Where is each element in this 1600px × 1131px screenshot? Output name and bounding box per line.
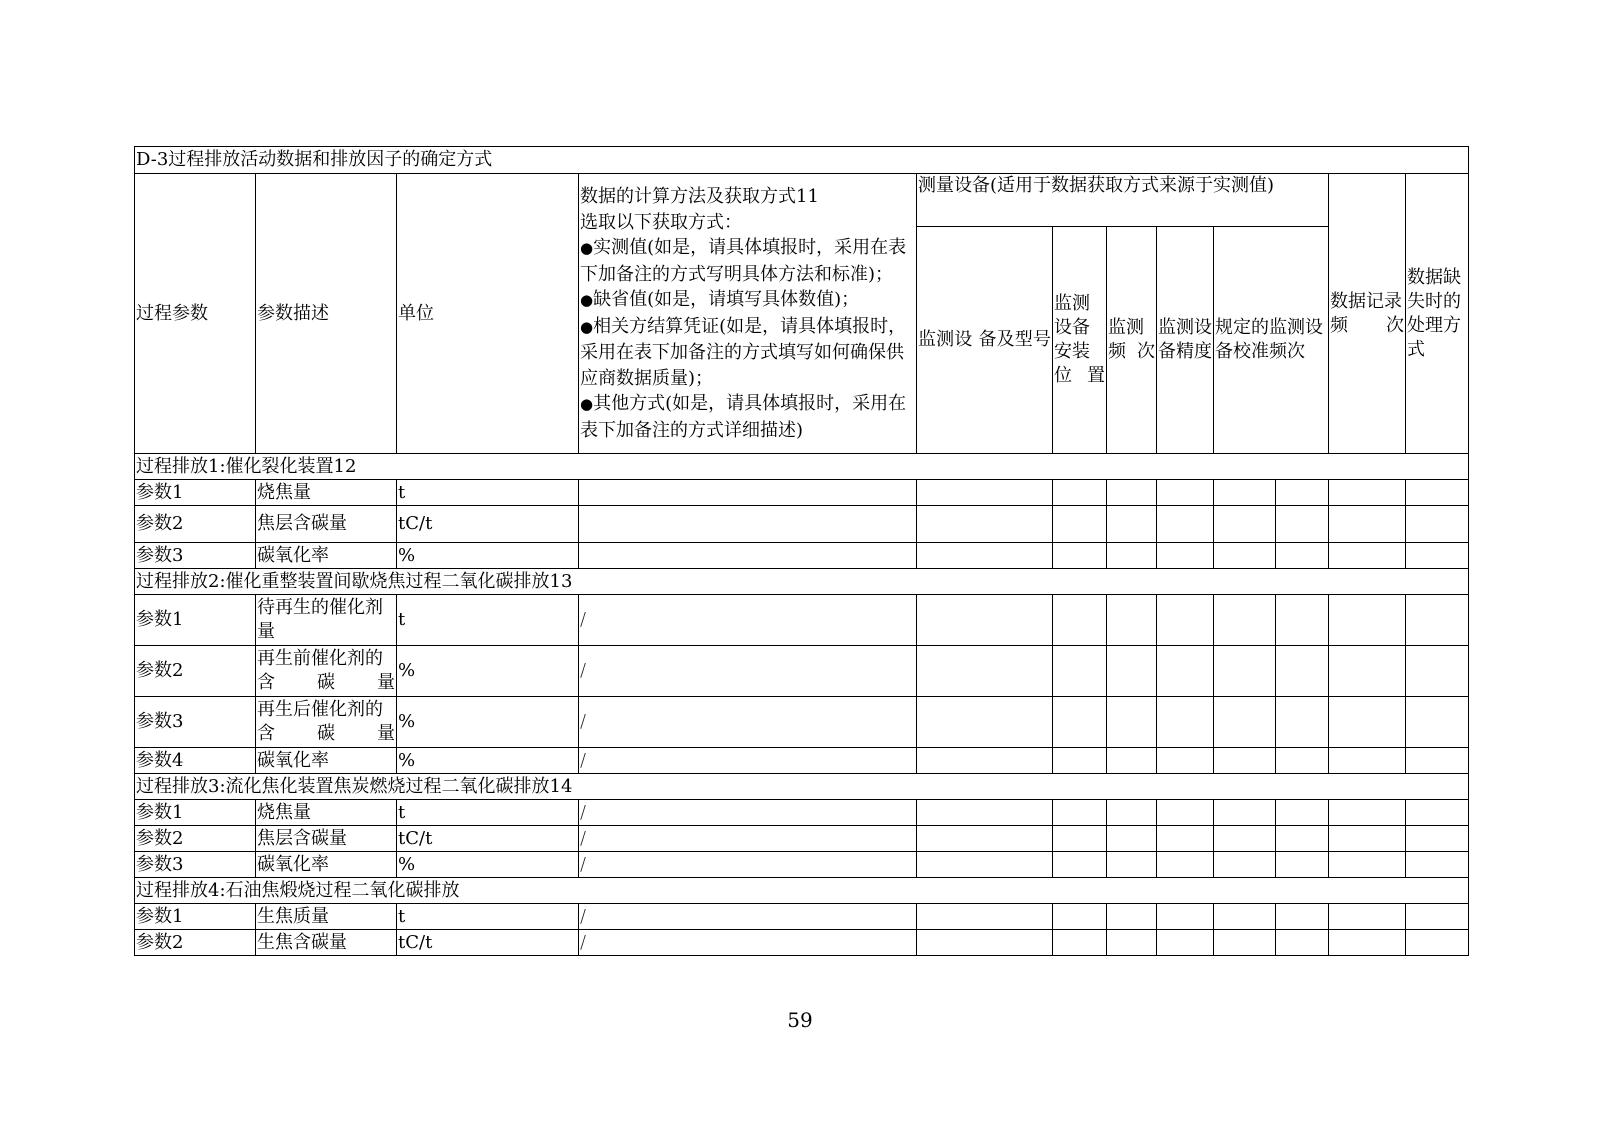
table-row <box>135 646 1469 697</box>
empty-cell <box>1157 543 1214 569</box>
empty-cell <box>1107 800 1157 826</box>
empty-cell <box>1329 595 1406 646</box>
header-monitor-freq: 监测频次 <box>1107 227 1157 454</box>
empty-cell <box>1329 904 1406 930</box>
emission-method-table <box>134 146 1469 956</box>
empty-cell <box>917 506 1053 543</box>
header-unit: 单位 <box>397 174 579 454</box>
table-row <box>135 904 1469 930</box>
method-option <box>580 391 915 443</box>
empty-cell <box>1329 930 1406 956</box>
method-value-cell: / <box>579 697 917 748</box>
method-value-cell: / <box>579 800 917 826</box>
empty-cell <box>1329 852 1406 878</box>
unit-cell: tC/t <box>397 930 579 956</box>
empty-cell <box>1214 543 1276 569</box>
empty-cell <box>1214 930 1276 956</box>
empty-cell <box>917 930 1053 956</box>
param-cell: 参数2 <box>135 646 256 697</box>
method-option-text: 实测值(如是，请具体填报时，采用在表下加备注的方式写明具体方法和标准)； <box>580 237 907 285</box>
method-option <box>580 314 915 392</box>
empty-cell <box>1406 595 1469 646</box>
table-row <box>135 543 1469 569</box>
empty-cell <box>1053 748 1107 774</box>
empty-cell <box>1053 543 1107 569</box>
empty-cell <box>1406 480 1469 506</box>
desc-cell: 碳氧化率 <box>256 543 397 569</box>
desc-cell: 待再生的催化剂量 <box>256 595 397 646</box>
empty-cell <box>1157 646 1214 697</box>
desc-cell: 烧焦量 <box>256 480 397 506</box>
param-cell: 参数1 <box>135 480 256 506</box>
empty-cell <box>1276 595 1329 646</box>
empty-cell <box>1107 697 1157 748</box>
method-value-cell: / <box>579 904 917 930</box>
empty-cell <box>1107 480 1157 506</box>
empty-cell <box>1406 826 1469 852</box>
empty-cell <box>1107 543 1157 569</box>
empty-cell <box>1276 826 1329 852</box>
empty-cell <box>1329 826 1406 852</box>
empty-cell <box>1214 506 1276 543</box>
method-value-cell: / <box>579 852 917 878</box>
unit-cell: t <box>397 595 579 646</box>
table-row <box>135 595 1469 646</box>
unit-cell: t <box>397 800 579 826</box>
param-cell: 参数1 <box>135 800 256 826</box>
method-options <box>580 235 915 443</box>
method-value-cell: / <box>579 595 917 646</box>
empty-cell <box>917 697 1053 748</box>
empty-cell <box>1053 826 1107 852</box>
empty-cell <box>1329 543 1406 569</box>
bullet-icon: ● <box>580 291 594 309</box>
section-title: 过程排放2:催化重整装置间歇烧焦过程二氧化碳排放13 <box>135 569 1469 595</box>
empty-cell <box>1157 800 1214 826</box>
table-row <box>135 506 1469 543</box>
empty-cell <box>1157 826 1214 852</box>
desc-cell: 烧焦量 <box>256 800 397 826</box>
empty-cell <box>1107 506 1157 543</box>
table-row <box>135 697 1469 748</box>
method-option-text: 其他方式(如是，请具体填报时，采用在表下加备注的方式详细描述) <box>580 393 907 441</box>
empty-cell <box>1157 930 1214 956</box>
bullet-icon: ● <box>580 239 594 257</box>
desc-cell: 再生前催化剂的含碳量 <box>256 646 397 697</box>
param-cell: 参数1 <box>135 904 256 930</box>
empty-cell <box>917 595 1053 646</box>
empty-cell <box>1329 800 1406 826</box>
empty-cell <box>1329 646 1406 697</box>
empty-cell <box>1157 904 1214 930</box>
empty-cell <box>1406 646 1469 697</box>
param-cell: 参数4 <box>135 748 256 774</box>
header-install-location: 监测设备安装位置 <box>1053 227 1107 454</box>
empty-cell <box>917 800 1053 826</box>
method-value-cell: / <box>579 826 917 852</box>
empty-cell <box>917 904 1053 930</box>
empty-cell <box>1406 904 1469 930</box>
empty-cell <box>1053 506 1107 543</box>
param-cell: 参数3 <box>135 697 256 748</box>
table-row <box>135 852 1469 878</box>
bullet-icon: ● <box>580 395 594 413</box>
param-cell: 参数1 <box>135 595 256 646</box>
desc-cell: 焦层含碳量 <box>256 506 397 543</box>
empty-cell <box>1053 852 1107 878</box>
empty-cell <box>1157 697 1214 748</box>
empty-cell <box>1276 748 1329 774</box>
method-value-cell: / <box>579 646 917 697</box>
empty-cell <box>1214 800 1276 826</box>
empty-cell <box>1406 697 1469 748</box>
param-cell: 参数3 <box>135 852 256 878</box>
empty-cell <box>1107 852 1157 878</box>
empty-cell <box>1329 506 1406 543</box>
unit-cell: % <box>397 646 579 697</box>
empty-cell <box>1053 646 1107 697</box>
empty-cell <box>1329 480 1406 506</box>
empty-cell <box>1214 646 1276 697</box>
header-equipment-model: 监测设 备及型号 <box>917 227 1053 454</box>
method-value-cell <box>579 543 917 569</box>
method-option-text: 缺省值(如是，请填写具体数值)； <box>593 289 860 310</box>
unit-cell: % <box>397 748 579 774</box>
empty-cell <box>1406 543 1469 569</box>
empty-cell <box>1406 852 1469 878</box>
param-cell: 参数2 <box>135 826 256 852</box>
empty-cell <box>1214 904 1276 930</box>
method-value-cell <box>579 480 917 506</box>
desc-cell: 再生后催化剂的含碳量 <box>256 697 397 748</box>
empty-cell <box>1276 480 1329 506</box>
empty-cell <box>917 480 1053 506</box>
unit-cell: tC/t <box>397 506 579 543</box>
empty-cell <box>1276 646 1329 697</box>
empty-cell <box>1276 800 1329 826</box>
section-title: 过程排放4:石油焦煅烧过程二氧化碳排放 <box>135 878 1469 904</box>
section-row <box>135 454 1469 480</box>
desc-cell: 碳氧化率 <box>256 852 397 878</box>
empty-cell <box>917 826 1053 852</box>
empty-cell <box>1107 904 1157 930</box>
unit-cell: t <box>397 480 579 506</box>
empty-cell <box>1406 506 1469 543</box>
param-cell: 参数2 <box>135 506 256 543</box>
header-process-param: 过程参数 <box>135 174 256 454</box>
method-value-cell <box>579 506 917 543</box>
section-row <box>135 878 1469 904</box>
section-title: 过程排放3:流化焦化装置焦炭燃烧过程二氧化碳排放14 <box>135 774 1469 800</box>
empty-cell <box>1276 506 1329 543</box>
empty-cell <box>917 748 1053 774</box>
method-value-cell: / <box>579 748 917 774</box>
page-number: 59 <box>787 1008 813 1032</box>
desc-cell: 焦层含碳量 <box>256 826 397 852</box>
section-title: 过程排放1:催化裂化装置12 <box>135 454 1469 480</box>
empty-cell <box>1053 480 1107 506</box>
header-record-freq: 数据记录频次 <box>1329 174 1406 454</box>
param-cell: 参数3 <box>135 543 256 569</box>
header-param-desc: 参数描述 <box>256 174 397 454</box>
empty-cell <box>917 852 1053 878</box>
empty-cell <box>1107 595 1157 646</box>
empty-cell <box>1053 595 1107 646</box>
empty-cell <box>1329 697 1406 748</box>
header-monitor-accuracy: 监测设备精度 <box>1157 227 1214 454</box>
empty-cell <box>1053 930 1107 956</box>
method-intro: 选取以下获取方式： <box>580 211 742 233</box>
table-row <box>135 826 1469 852</box>
empty-cell <box>1406 800 1469 826</box>
empty-cell <box>917 543 1053 569</box>
empty-cell <box>917 646 1053 697</box>
empty-cell <box>1157 480 1214 506</box>
method-option-text: 相关方结算凭证(如是，请具体填报时，采用在表下加备注的方式填写如何确保供应商数据质量)； <box>580 315 907 389</box>
table-row <box>135 800 1469 826</box>
empty-cell <box>1157 506 1214 543</box>
table-row <box>135 480 1469 506</box>
empty-cell <box>1157 595 1214 646</box>
empty-cell <box>1214 697 1276 748</box>
desc-cell: 碳氧化率 <box>256 748 397 774</box>
table-row <box>135 748 1469 774</box>
unit-cell: tC/t <box>397 826 579 852</box>
method-title: 数据的计算方法及获取方式11 <box>580 186 819 207</box>
unit-cell: % <box>397 697 579 748</box>
desc-cell: 生焦质量 <box>256 904 397 930</box>
empty-cell <box>1276 904 1329 930</box>
empty-cell <box>1053 800 1107 826</box>
section-row <box>135 569 1469 595</box>
table-row <box>135 930 1469 956</box>
table-title: D-3过程排放活动数据和排放因子的确定方式 <box>135 147 1469 174</box>
empty-cell <box>1276 930 1329 956</box>
empty-cell <box>1276 697 1329 748</box>
method-option <box>580 235 915 287</box>
empty-cell <box>1157 852 1214 878</box>
header-calibration-freq: 规定的监测设备校准频次 <box>1214 227 1329 454</box>
param-cell: 参数2 <box>135 930 256 956</box>
empty-cell <box>1406 748 1469 774</box>
section-row <box>135 774 1469 800</box>
header-method <box>579 174 917 454</box>
unit-cell: % <box>397 543 579 569</box>
empty-cell <box>1276 543 1329 569</box>
unit-cell: % <box>397 852 579 878</box>
empty-cell <box>1157 748 1214 774</box>
empty-cell <box>1107 646 1157 697</box>
header-missing-handling: 数据缺失时的处理方式 <box>1406 174 1469 454</box>
empty-cell <box>1107 930 1157 956</box>
method-value-cell: / <box>579 930 917 956</box>
empty-cell <box>1107 748 1157 774</box>
header-equipment-group: 测量设备(适用于数据获取方式来源于实测值) <box>917 174 1329 227</box>
empty-cell <box>1406 930 1469 956</box>
empty-cell <box>1053 697 1107 748</box>
empty-cell <box>1214 480 1276 506</box>
empty-cell <box>1214 748 1276 774</box>
bullet-icon: ● <box>580 317 594 336</box>
empty-cell <box>1214 826 1276 852</box>
unit-cell: t <box>397 904 579 930</box>
empty-cell <box>1276 852 1329 878</box>
empty-cell <box>1214 595 1276 646</box>
empty-cell <box>1107 826 1157 852</box>
empty-cell <box>1214 852 1276 878</box>
method-option <box>580 287 915 314</box>
desc-cell: 生焦含碳量 <box>256 930 397 956</box>
empty-cell <box>1329 748 1406 774</box>
empty-cell <box>1053 904 1107 930</box>
